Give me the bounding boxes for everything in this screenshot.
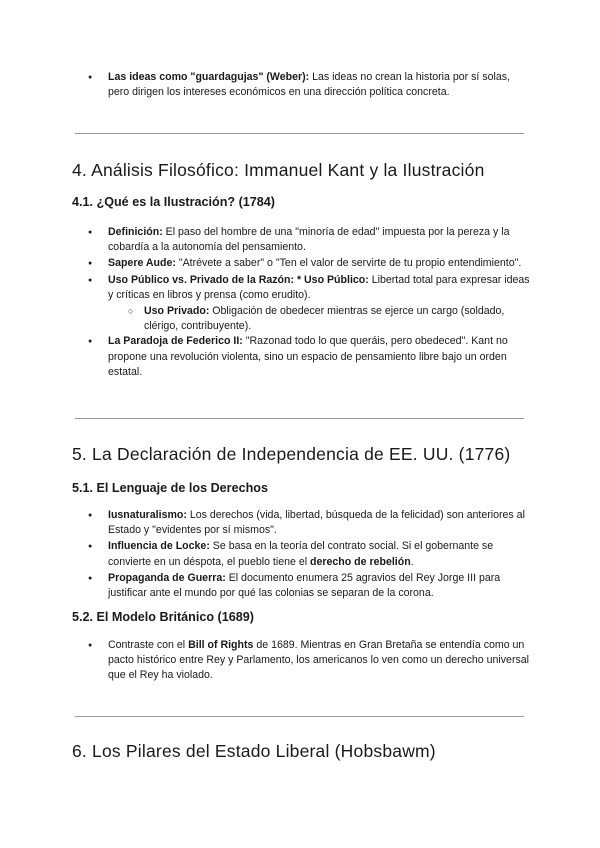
section4-list bbox=[72, 225, 530, 380]
section-heading: 6. Los Pilares del Estado Liberal (Hobsbawm) bbox=[72, 741, 436, 761]
intro-list bbox=[72, 70, 530, 100]
list-item: ● Iusnaturalismo: Los derechos (vida, libertad, búsqueda de la felicidad) son anteriores al Estado y "evidentes por sí mismos". bbox=[72, 508, 530, 538]
list-item: ● Influencia de Locke: Se basa en la teoría del contrato social. Si el gobernante se convierte en un déspota, el pueblo tiene el derecho de rebelión. bbox=[72, 539, 530, 569]
intro-list-block bbox=[72, 70, 530, 101]
list-item: ● Propaganda de Guerra: El documento enumera 25 agravios del Rey Jorge III para justificar ante el mundo por qué las colonias se separan de la corona. bbox=[72, 571, 530, 601]
section5-2-list bbox=[72, 638, 530, 684]
divider bbox=[75, 133, 524, 134]
divider bbox=[75, 418, 524, 419]
list-item: ● Definición: El paso del hombre de una "minoría de edad" impuesta por la pereza y la cobardía a la autonomía del pensamiento. bbox=[72, 225, 530, 255]
section5-1-list-block bbox=[72, 508, 530, 602]
list-item: ● Contraste con el Bill of Rights de 1689. Mientras en Gran Bretaña se entendía como un pacto histórico entre Rey y Parlamento, los americanos lo ven como un derecho universal que el Rey ha violado. bbox=[72, 638, 530, 684]
list-item: ● Las ideas como "guardagujas" (Weber): Las ideas no crean la historia por sí solas, pero dirigen los intereses económicos en una dirección política concreta. bbox=[72, 70, 530, 100]
subsection-heading: 4.1. ¿Qué es la Ilustración? (1784) bbox=[72, 195, 275, 209]
list-item: ● Uso Público vs. Privado de la Razón: * Uso Público: Libertad total para expresar ideas y críticas en libros y prensa (como erudito). bbox=[72, 273, 530, 303]
sub-list-item: ○ Uso Privado: Obligación de obedecer mientras se ejerce un cargo (soldado, clérigo, contribuyente). bbox=[72, 304, 530, 334]
subsection-heading: 5.1. El Lenguaje de los Derechos bbox=[72, 481, 268, 495]
divider bbox=[75, 716, 524, 717]
section-heading: 4. Análisis Filosófico: Immanuel Kant y la Ilustración bbox=[72, 160, 485, 180]
section5-2-list-block bbox=[72, 638, 530, 685]
section-heading: 5. La Declaración de Independencia de EE. UU. (1776) bbox=[72, 444, 511, 464]
list-item: ● Sapere Aude: "Atrévete a saber" o "Ten el valor de servirte de tu propio entendimiento". bbox=[72, 256, 530, 271]
list-item: ● La Paradoja de Federico II: "Razonad todo lo que queráis, pero obedeced". Kant no propone una revolución violenta, sino un espacio de pensamiento libre bajo un orden estatal. bbox=[72, 334, 530, 380]
section5-1-list bbox=[72, 508, 530, 601]
subsection-heading: 5.2. El Modelo Británico (1689) bbox=[72, 610, 254, 624]
section4-list-block bbox=[72, 225, 530, 381]
